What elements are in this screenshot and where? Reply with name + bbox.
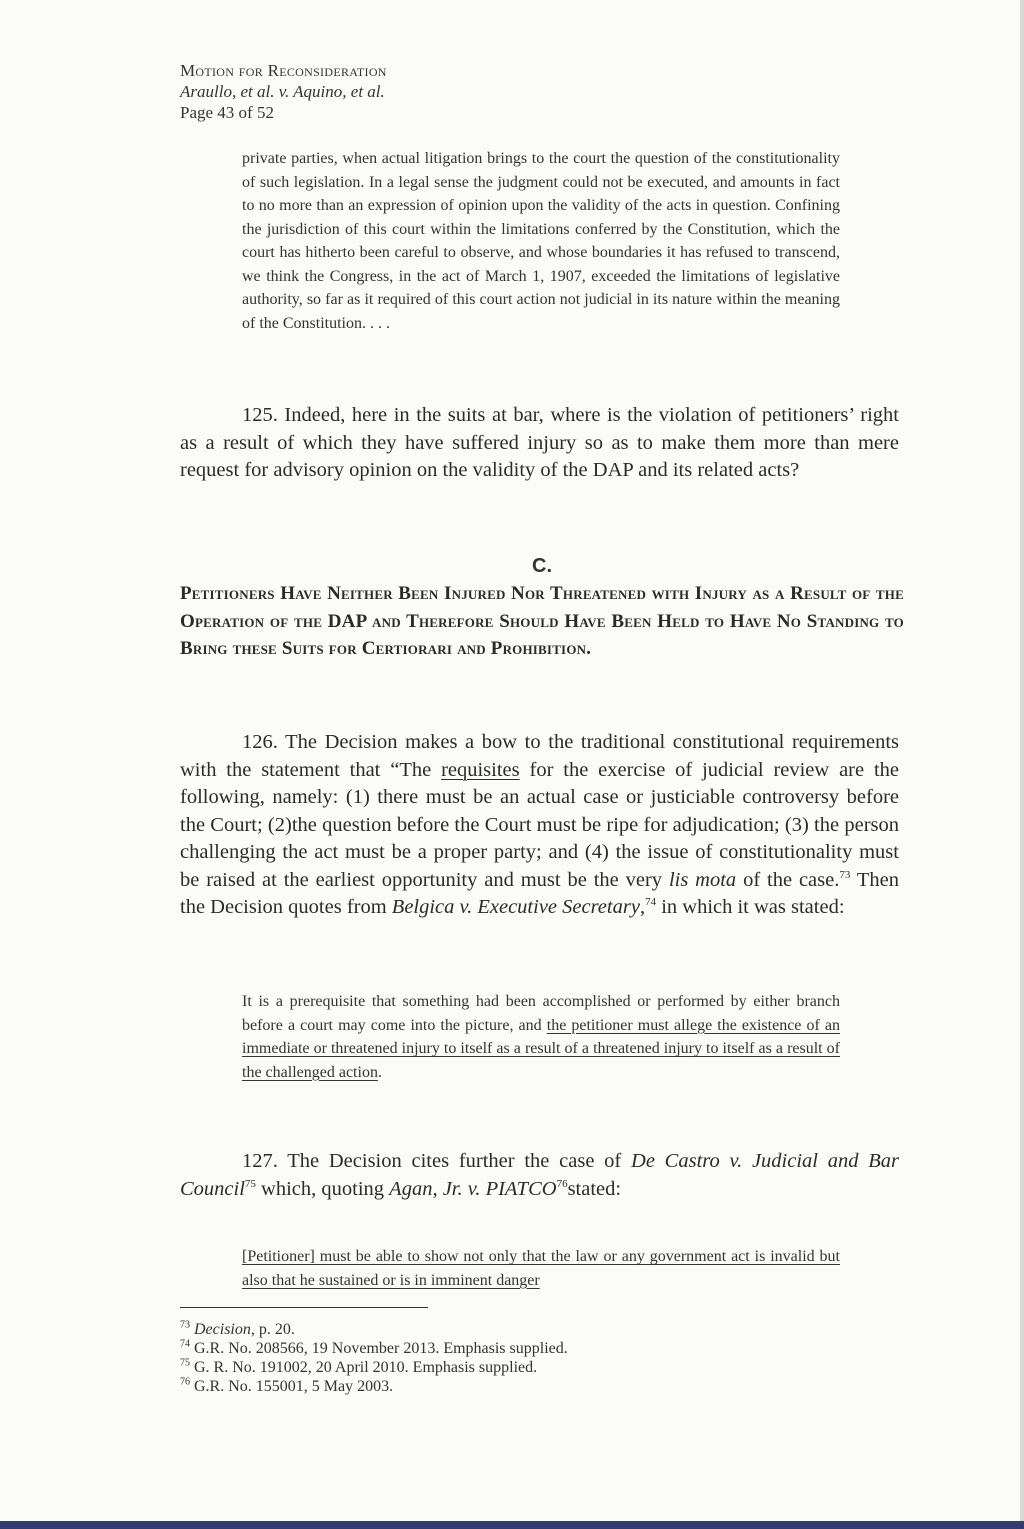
p126-text-c: of the case. [736, 868, 840, 891]
footnote-num: 73 [180, 1319, 190, 1331]
p126-text-f: in which it was stated: [656, 896, 845, 918]
footnote-text: , p. 20. [250, 1321, 295, 1338]
footnote-ref-75: 75 [244, 1177, 256, 1190]
p126-text-a: 126. The Decision makes a bow to the traditional constitutional requirements with the statement that “The [180, 731, 899, 781]
footnote-75 [180, 1358, 568, 1377]
paragraph-127 [180, 1148, 899, 1203]
scan-edge-shadow [1020, 0, 1024, 1521]
document-title: Motion for Reconsideration [180, 61, 387, 80]
quote2-text: It is a prerequisite that something had been accomplished or performed by either branch before a court may come into the picture, and [242, 993, 840, 1034]
case-caption: Araullo, et al. v. Aquino, et al. [180, 82, 385, 101]
footnote-73 [180, 1320, 568, 1339]
footnote-text: G. R. No. 191002, 20 April 2010. Emphasis supplied. [194, 1359, 538, 1376]
scan-bottom-band [0, 1521, 1024, 1529]
footnote-ref-76: 76 [556, 1177, 568, 1190]
footnote-76 [180, 1377, 568, 1396]
p127-case-de-castro: De Castro v. Judicial and Bar Council [180, 1150, 899, 1200]
footnote-ref-74: 74 [645, 896, 657, 909]
p127-text-b: which, quoting [255, 1177, 390, 1200]
section-letter: C. [532, 555, 552, 577]
footnote-74 [180, 1339, 568, 1358]
block-quote-2 [242, 990, 840, 1084]
footnote-num: 76 [180, 1376, 190, 1388]
page-header [180, 60, 387, 123]
p126-lis-mota: lis mota [668, 868, 737, 891]
p127-text-c: stated: [567, 1177, 622, 1200]
footnote-text: G.R. No. 208566, 19 November 2013. Emphasis supplied. [194, 1340, 568, 1357]
p126-text-d: Then the Decision quotes from [180, 868, 899, 918]
footnote-ref-73: 73 [839, 868, 851, 881]
block-quote-1: private parties, when actual litigation brings to the court the question of the constitutionality of such legislation. In a legal sense the judgment could not be executed, and amounts in fact to no more than an expression of opinion upon the validity of the acts in question. Confining the jurisdiction of this court within the limitations conferred by the Constitution, which the court has hitherto been careful to observe, and whose boundaries it has refused to transcend, we think the Congress, in the act of March 1, 1907, exceeded the limitations of legislative authority, so far as it required of this court action not judicial in its nature within the meaning of the Constitution. . . . [242, 150, 840, 332]
section-heading: Petitioners Have Neither Been Injured Nor Threatened with Injury as a Result of the Operation of the DAP and Therefore Should Have Been Held to Have No Standing to Bring these Suits for Certiorari and Prohibition. [180, 583, 904, 659]
p127-text-a: 127. The Decision cites further the case of [242, 1150, 632, 1172]
footnotes [180, 1320, 568, 1396]
block-quote-3: [Petitioner] must be able to show not only that the law or any government act is invalid but also that he sustained or is in imminent danger [242, 1248, 840, 1289]
footnote-text: G.R. No. 155001, 5 May 2003. [194, 1378, 394, 1395]
page-number: Page 43 of 52 [180, 103, 274, 122]
paragraph-126 [180, 729, 899, 922]
quote2-underlined: the petitioner must allege the existence of an immediate or threatened injury to itself as a result of a threatened injury to itself as a result of the challenged action [242, 1016, 841, 1081]
p127-case-agan: Agan, Jr. v. PIATCO [389, 1177, 557, 1200]
p126-text-e: , [639, 896, 646, 918]
paragraph-125 [180, 402, 899, 485]
quote2-end: . [377, 1063, 382, 1081]
paragraph-125-text: 125. Indeed, here in the suits at bar, where is the violation of petitioners’ right as a result of which they have suffered injury so as to make them more than mere request for advisory opinion on the validity of the DAP and its related acts? [180, 404, 899, 481]
p126-text-b: for the exercise of judicial review are the following, namely: (1) there must be an actual case or justiciable controversy before the Court; (2)the question before the Court must be ripe for adjudication; (3) the person challenging the act must be a proper party; and (4) the issue of constitutionality must be raised at the earliest opportunity and must be the very [180, 758, 899, 891]
p126-case-belgica: Belgica v. Executive Secretary [391, 896, 640, 918]
footnote-divider [180, 1307, 428, 1308]
footnote-num: 74 [180, 1338, 190, 1350]
footnote-num: 75 [180, 1357, 190, 1369]
p126-underlined-term: requisites [441, 758, 520, 781]
footnote-italic: Decision [194, 1321, 251, 1338]
